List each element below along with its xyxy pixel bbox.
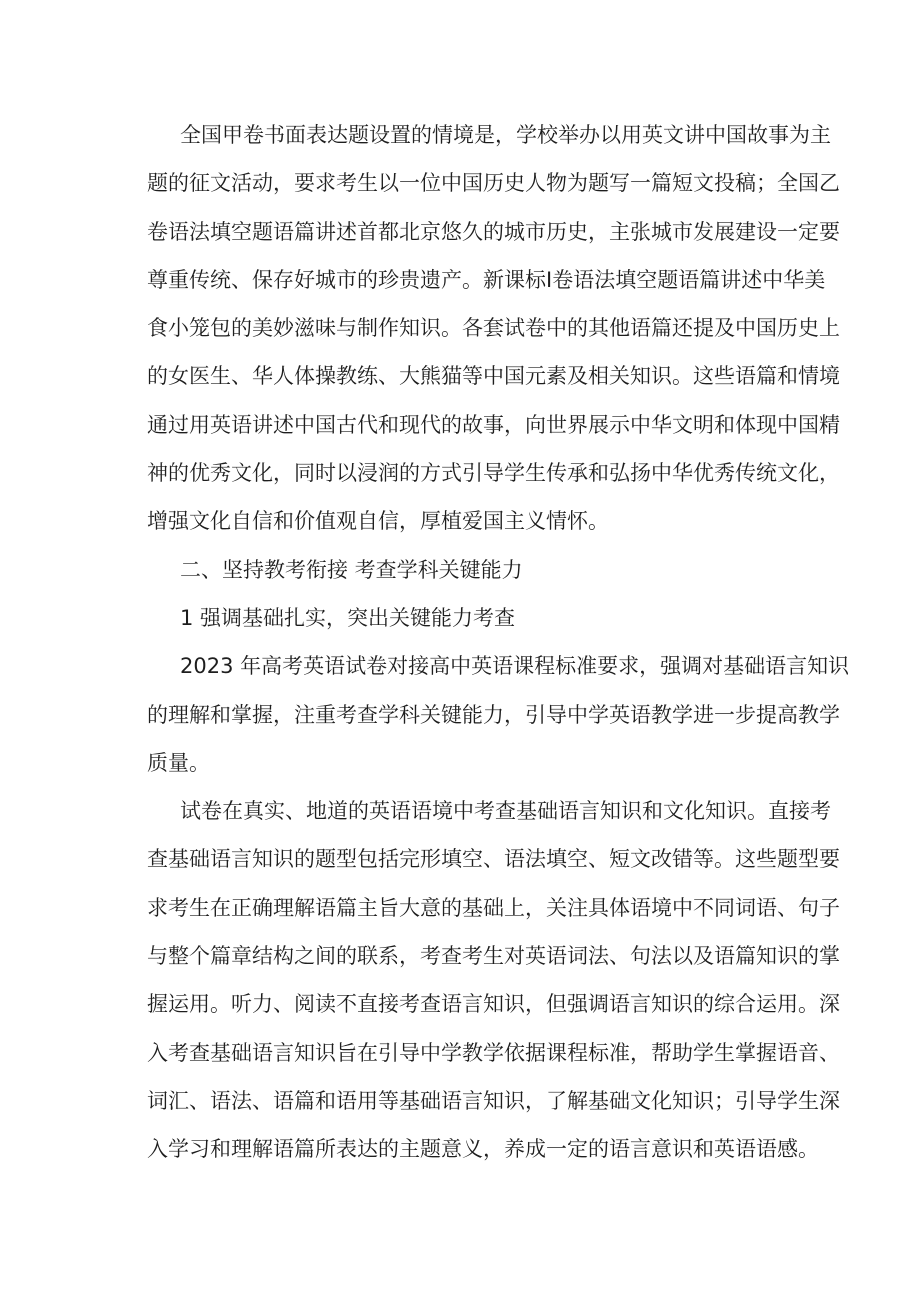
text-line: 尊重传统、保存好城市的珍贵遗产。新课标Ⅰ卷语法填空题语篇讲述中华美 <box>147 267 826 292</box>
text-line: 求考生在正确理解语篇主旨大意的基础上，关注具体语境中不同词语、句子 <box>147 895 840 920</box>
document-body <box>147 111 850 1174</box>
paragraph <box>147 111 840 546</box>
paragraph <box>147 787 840 1173</box>
text-line: 握运用。听力、阅读不直接考查语言知识，但强调语言知识的综合运用。深 <box>147 992 840 1017</box>
text-line: 与整个篇章结构之间的联系，考查考生对英语词法、句法以及语篇知识的掌 <box>147 944 840 969</box>
section-heading <box>147 546 800 594</box>
text-line: 词汇、语法、语篇和语用等基础语言知识，了解基础文化知识；引导学生深 <box>147 1088 840 1113</box>
text-line: 二、坚持教考衔接 考查学科关键能力 <box>180 557 523 582</box>
text-line: 题的征文活动，要求考生以一位中国历史人物为题写一篇短文投稿；全国乙 <box>147 171 840 196</box>
text-line: 的女医生、华人体操教练、大熊猫等中国元素及相关知识。这些语篇和情境 <box>147 364 840 389</box>
text-line: 查基础语言知识的题型包括完形填空、语法填空、短文改错等。这些题型要 <box>147 847 840 872</box>
text-line: 入考查基础语言知识旨在引导中学教学依据课程标准，帮助学生掌握语音、 <box>147 1040 840 1065</box>
paragraph <box>147 642 850 787</box>
text-line: 入学习和理解语篇所表达的主题意义，养成一定的语言意识和英语语感。 <box>147 1137 819 1162</box>
subsection-heading <box>147 594 800 642</box>
text-line: 的理解和掌握，注重考查学科关键能力，引导中学英语教学进一步提高教学 <box>147 702 840 727</box>
text-line: 2023 年高考英语试卷对接高中英语课程标准要求，强调对基础语言知识 <box>180 654 850 679</box>
text-line: 食小笼包的美妙滋味与制作知识。各套试卷中的其他语篇还提及中国历史上 <box>147 316 840 341</box>
text-line: 卷语法填空题语篇讲述首都北京悠久的城市历史，主张城市发展建设一定要 <box>147 219 840 244</box>
text-line: 1 强调基础扎实，突出关键能力考查 <box>180 605 516 630</box>
text-line: 全国甲卷书面表达题设置的情境是，学校举办以用英文讲中国故事为主 <box>180 123 831 147</box>
text-line: 通过用英语讲述中国古代和现代的故事，向世界展示中华文明和体现中国精 <box>147 412 840 437</box>
text-line: 神的优秀文化，同时以浸润的方式引导学生传承和弘扬中华优秀传统文化， <box>147 461 840 486</box>
text-line: 增强文化自信和价值观自信，厚植爱国主义情怀。 <box>147 509 609 534</box>
text-line: 质量。 <box>147 750 210 775</box>
text-line: 试卷在真实、地道的英语语境中考查基础语言知识和文化知识。直接考 <box>180 799 831 824</box>
